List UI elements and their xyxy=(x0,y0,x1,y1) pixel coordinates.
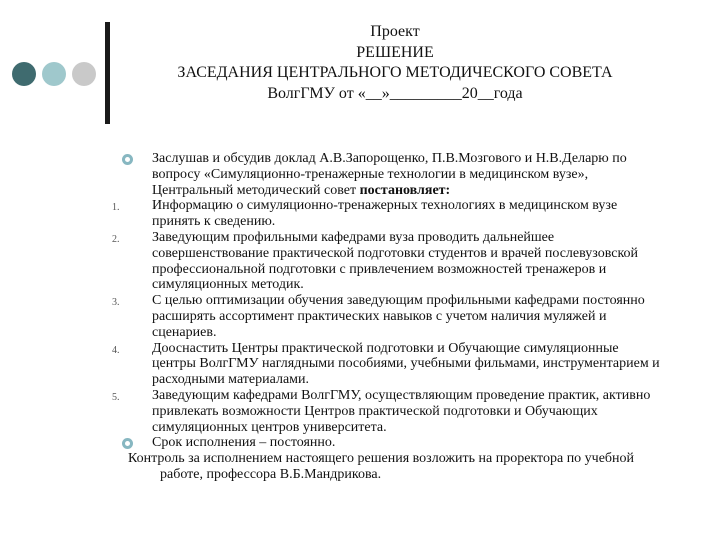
item-text: С целью оптимизации обучения заведующим профильными кафедрами постоянно расширять ассортимент практических навыков с учетом наличия муляжей и сценариев. xyxy=(152,293,645,340)
bullet-icon xyxy=(122,438,133,449)
intro-text: Заслушав и обсудив доклад А.В.Запорощенко, П.В.Мозгового и Н.В.Деларю по вопросу «Симуляционно-тренажерные технологии в медицинском вузе», Центральный методический совет xyxy=(152,151,627,198)
list-item xyxy=(112,293,665,340)
list-item xyxy=(112,229,665,293)
document-body xyxy=(112,151,665,483)
title-date: ВолгГМУ от «__»_________20__года xyxy=(267,84,523,102)
intro-paragraph xyxy=(120,151,665,198)
item-text: Заведующим кафедрами ВолгГМУ, осуществляющим проведение практик, активно привлекать возможности Центров практической подготовки и Обучающих симуляционных центров университета. xyxy=(152,387,651,435)
decorative-dots xyxy=(12,62,102,88)
list-item xyxy=(112,198,665,230)
document-title xyxy=(130,22,660,104)
dark-dot-icon xyxy=(12,62,36,86)
bullet-icon xyxy=(122,154,133,165)
item-number: 1. xyxy=(112,202,120,214)
item-text: Информацию о симуляционно-тренажерных технологиях в медицинском вузе принять к сведению. xyxy=(152,198,618,230)
item-number: 3. xyxy=(112,297,120,309)
item-text: Заведующим профильными кафедрами вуза проводить дальнейшее совершенствование практической подготовки студентов и врачей послевузовской профессиональной подготовки с привлечением возможностей тренажеров и симуляционных методик. xyxy=(152,229,639,293)
closing-paragraph: Контроль за исполнением настоящего решения возложить на проректора по учебной работе, профессора В.Б.Мандрикова. xyxy=(128,451,635,482)
gray-dot-icon xyxy=(72,62,96,86)
title-decision: РЕШЕНИЕ xyxy=(356,43,434,61)
deadline-paragraph xyxy=(120,435,665,451)
list-item xyxy=(112,340,665,388)
deadline-text: Срок исполнения – постоянно. xyxy=(152,435,336,451)
list-item xyxy=(112,387,665,435)
teal-dot-icon xyxy=(42,62,66,86)
intro-emphasis: постановляет: xyxy=(359,182,451,198)
title-project: Проект xyxy=(370,23,420,40)
title-divider xyxy=(105,22,110,124)
item-number: 5. xyxy=(112,391,120,403)
title-meeting: ЗАСЕДАНИЯ ЦЕНТРАЛЬНОГО МЕТОДИЧЕСКОГО СОВЕТА xyxy=(177,64,613,81)
item-number: 2. xyxy=(112,233,120,245)
item-text: Дооснастить Центры практической подготовки и Обучающие симуляционные центры ВолгГМУ наглядными пособиями, учебными фильмами, инструментарием и расходными материалами. xyxy=(152,340,660,388)
item-number: 4. xyxy=(112,344,120,356)
